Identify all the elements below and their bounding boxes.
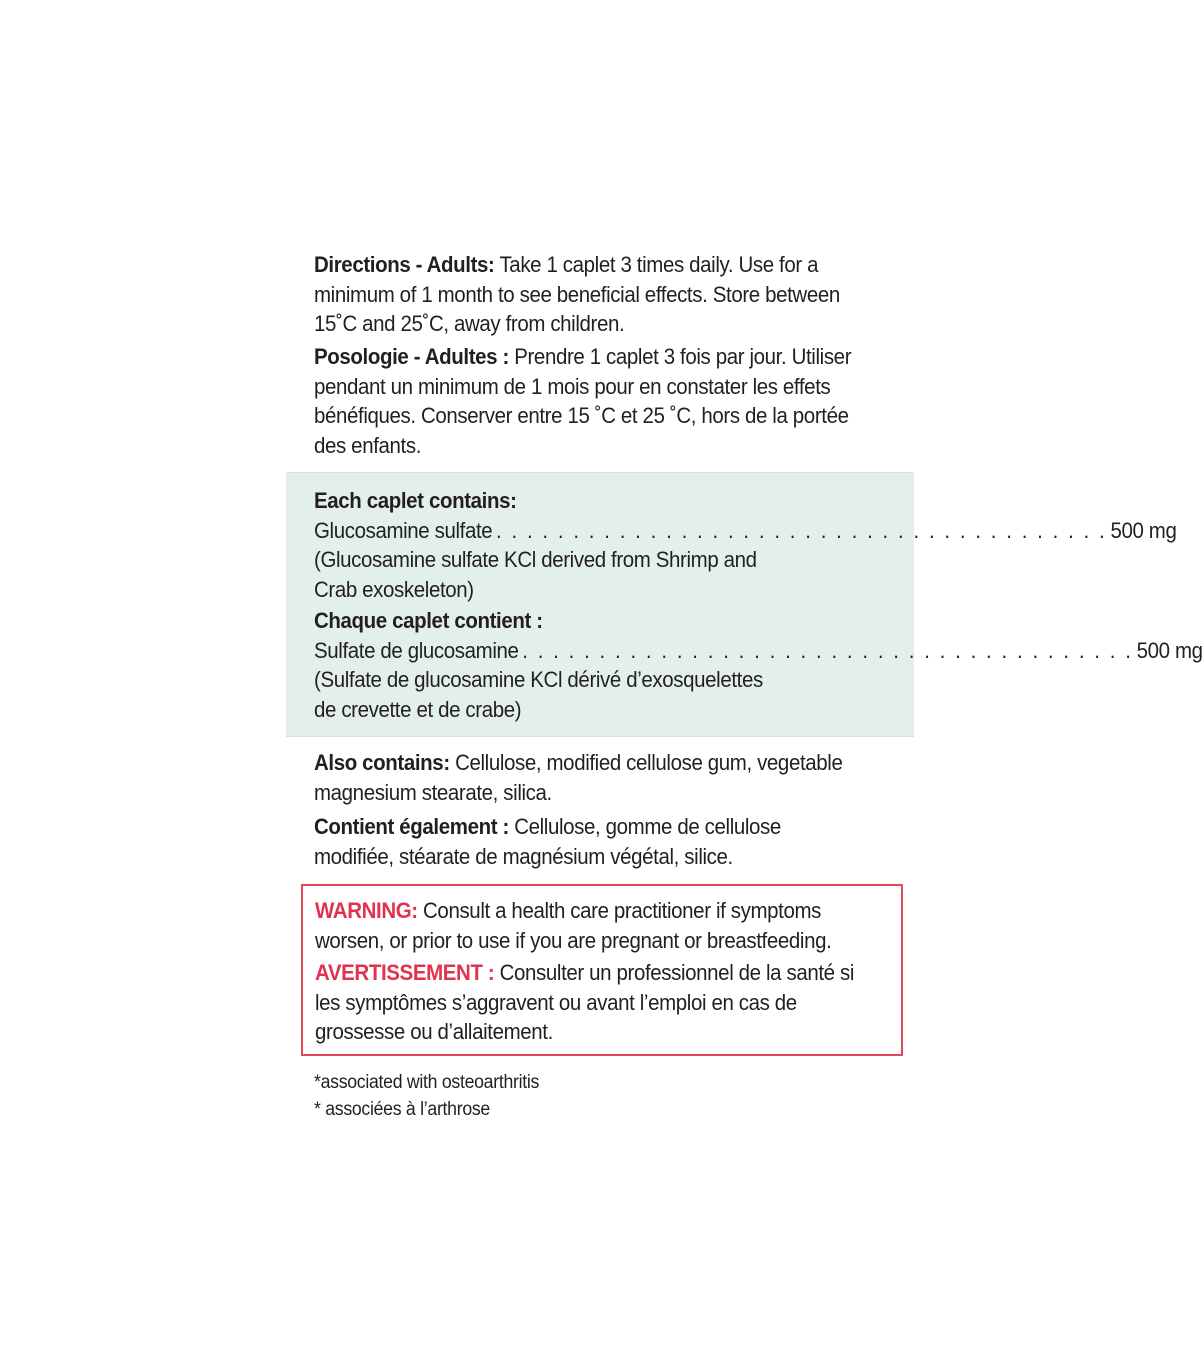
medicinal-ingredients-panel [286, 472, 1203, 737]
ingredients-fr-section [314, 606, 1203, 724]
avertissement-text: Consulter un professionnel de la santé si les symptômes s’aggravent ou avant l’emploi en cas de grossesse ou d’allaitement. [315, 960, 855, 1044]
warning-text: Consult a health care practitioner if symptoms worsen, or prior to use if you are pregnant or breastfeeding. [315, 898, 832, 953]
ingredient-row-fr [314, 636, 1203, 666]
ingredient-row-en [314, 516, 1177, 546]
directions-heading: Directions - Adults: [314, 252, 495, 277]
posologie-heading: Posologie - Adultes : [314, 344, 509, 369]
directions-section [314, 250, 863, 339]
ingredient-source-fr-line1: (Sulfate de glucosamine KCl dérivé d’exosquelettes [314, 667, 763, 692]
ingredient-source-fr-line2: de crevette et de crabe) [314, 696, 522, 722]
dot-leader: . . . . . . . . . . . . . . . . . . . . . . . . . . . . . . . . . . . . . . . . [522, 637, 1133, 663]
directions-paragraph [314, 250, 863, 339]
ingredients-en-heading: Each caplet contains: [314, 488, 517, 513]
ingredient-name-fr: Sulfate de glucosamine [314, 637, 519, 663]
posologie-paragraph [314, 342, 863, 460]
warning-fr [315, 958, 873, 1047]
contient-egalement-heading: Contient également : [314, 814, 509, 839]
also-contains-heading: Also contains: [314, 750, 450, 775]
ingredient-name-en: Glucosamine sulfate [314, 517, 493, 543]
ingredient-source-en-line1: (Glucosamine sulfate KCl derived from Shrimp and [314, 547, 757, 572]
contient-egalement-paragraph [314, 812, 863, 871]
dot-leader: . . . . . . . . . . . . . . . . . . . . . . . . . . . . . . . . . . . . . . . . [496, 517, 1107, 543]
ingredient-amount-en: 500 mg [1110, 517, 1177, 543]
also-contains-paragraph [314, 748, 863, 807]
footnote-fr: * associées à l’arthrose [314, 1099, 490, 1120]
posologie-text: Prendre 1 caplet 3 fois par jour. Utiliser pendant un minimum de 1 mois pour en constater les effets bénéfiques. Conserver entre 15 ˚C et 25 ˚C, hors de la portée des enfants. [314, 344, 852, 458]
ingredients-en-section [314, 486, 1177, 604]
ingredients-fr-heading: Chaque caplet contient : [314, 608, 543, 633]
also-contains-text: Cellulose, modified cellulose gum, vegetable magnesium stearate, silica. [314, 750, 843, 805]
warning-box [301, 884, 903, 1056]
footnote-en: *associated with osteoarthritis [314, 1072, 540, 1093]
posologie-section [314, 342, 863, 460]
ingredient-amount-fr: 500 mg [1136, 637, 1203, 663]
directions-text: Take 1 caplet 3 times daily. Use for a minimum of 1 month to see beneficial effects. Store between 15˚C and 25˚C, away from children. [314, 252, 840, 336]
warning-en [315, 896, 873, 955]
ingredient-source-en-line2: Crab exoskeleton) [314, 576, 474, 602]
also-contains-section [314, 748, 863, 807]
contient-egalement-text: Cellulose, gomme de cellulose modifiée, stéarate de magnésium végétal, silice. [314, 814, 781, 869]
avertissement-heading: AVERTISSEMENT : [315, 960, 495, 985]
warning-heading: WARNING: [315, 898, 418, 923]
contient-egalement-section [314, 812, 863, 871]
